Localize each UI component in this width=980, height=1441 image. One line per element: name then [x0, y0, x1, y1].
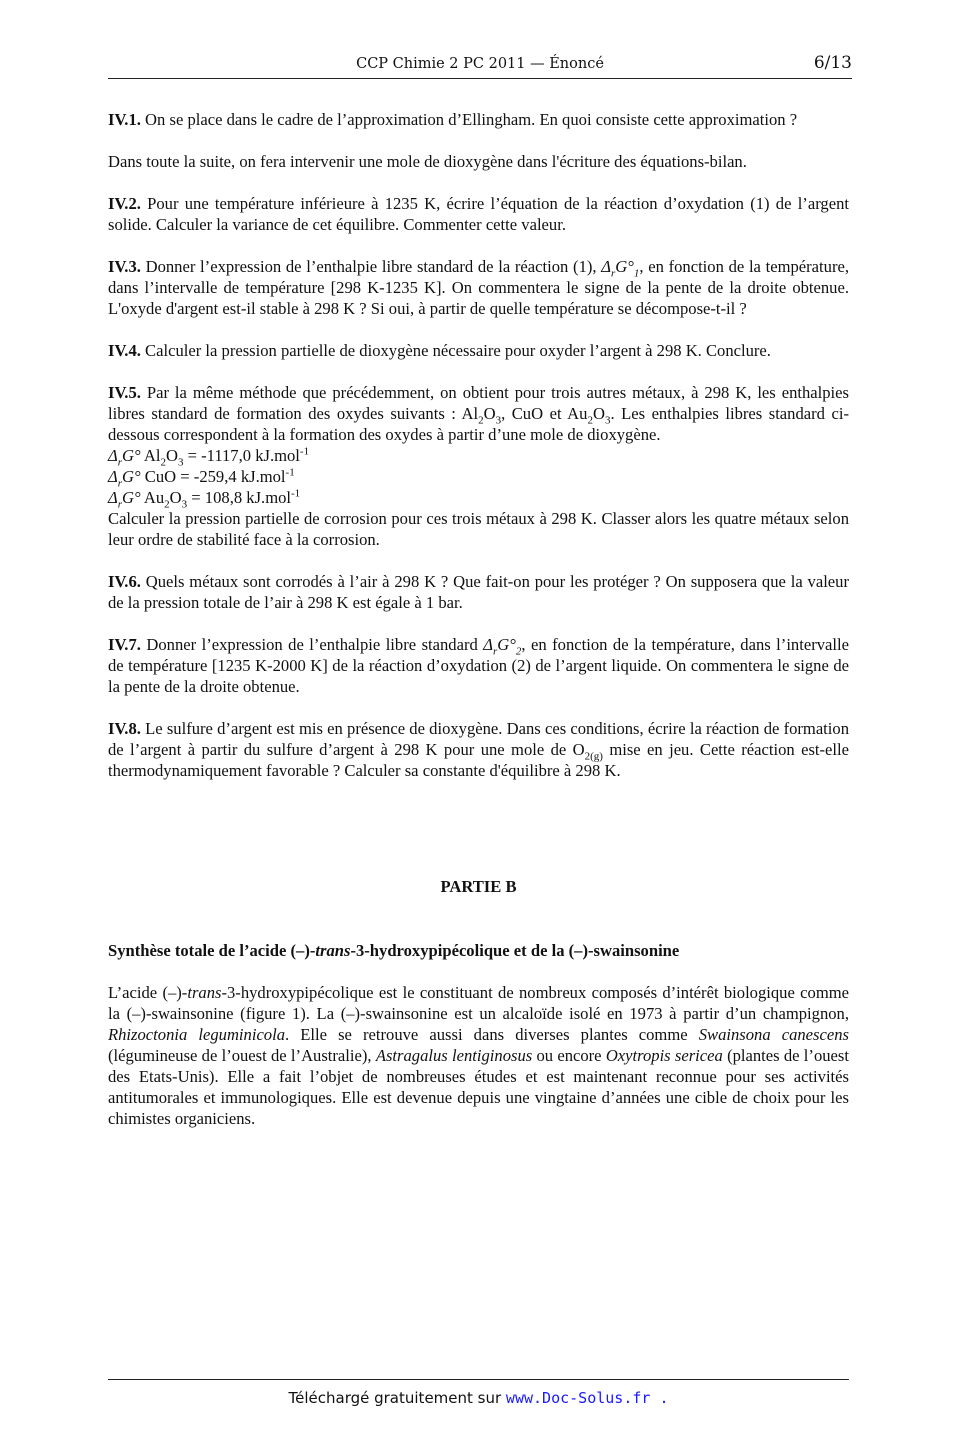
- reaction-index: 1: [633, 267, 640, 280]
- paragraph-text: (légumineuse de l’ouest de l’Australie),: [108, 1046, 376, 1065]
- page-content: [108, 109, 849, 1150]
- question-text: . Les enthalpies libres standard ci-dessous correspondent à la formation des oxydes à partir d’une mole de dioxygène.: [108, 404, 849, 444]
- question-text: Pour une température inférieure à 1235 K, écrire l’équation de la réaction d’oxydation (1) de l’argent solide. Calculer la variance de cet équilibre. Commenter cette valeur.: [108, 194, 849, 234]
- question-iv2: [108, 193, 849, 235]
- question-iv7: [108, 634, 849, 697]
- section-subtitle: [108, 940, 849, 961]
- intro-paragraph: [108, 982, 849, 1129]
- subscript: 3: [177, 456, 184, 469]
- g-standard-symbol: G°: [497, 635, 516, 654]
- g-standard-symbol: G°: [122, 488, 141, 507]
- subscript-r: r: [610, 267, 616, 280]
- value-line-cuo: [108, 466, 295, 490]
- g-standard-symbol: G°: [615, 257, 634, 276]
- footer-text: [108, 1389, 849, 1407]
- superscript: -1: [285, 466, 295, 479]
- subtitle-part: -3-hydroxypipécolique et de la (–)-swainsonine: [350, 941, 680, 960]
- subscript: 2(g): [584, 750, 603, 763]
- superscript: -1: [291, 487, 301, 500]
- question-text: , en fonction de la température, dans l’intervalle de température [1235 K-2000 K] de la réaction d’oxydation (2) de l’argent liquide. On commentera le signe de la pente de la droite obtenue.: [108, 635, 849, 696]
- question-iv4: [108, 340, 849, 361]
- paragraph-text: L’acide (–)-: [108, 983, 188, 1002]
- question-iv1: [108, 109, 849, 130]
- question-text: Par la même méthode que précédemment, on obtient pour trois autres métaux, à 298 K, les enthalpies libres standard de formation des oxydes suivants : Al: [108, 383, 849, 423]
- formula-part: , CuO et Au: [501, 404, 588, 423]
- question-text: Calculer la pression partielle de corrosion pour ces trois métaux à 298 K. Classer alors les quatre métaux selon leur ordre de stabilité face à la corrosion.: [108, 509, 849, 549]
- species-name: Astragalus lentiginosus: [375, 1046, 533, 1065]
- page-number: 6/13: [813, 53, 852, 73]
- question-text: Donner l’expression de l’enthalpie libre standard de la réaction (1),: [140, 257, 602, 276]
- formula-part: Al: [140, 446, 161, 465]
- question-iv6: [108, 571, 849, 613]
- question-text: , en fonction de la température, dans l’intervalle de température [298 K-1235 K]. On commentera le signe de la pente de la droite obtenue. L'oxyde d'argent est-il stable à 298 K ? Si oui, à partir de quelle température se décompose-t-il ?: [108, 257, 849, 318]
- delta-symbol: Δ: [108, 488, 118, 507]
- delta-symbol: Δ: [601, 257, 611, 276]
- value: = 108,8 kJ.mol: [187, 488, 292, 507]
- paragraph-text: ou encore: [532, 1046, 606, 1065]
- g-standard-symbol: G°: [122, 446, 141, 465]
- species-name: Oxytropis sericea: [605, 1046, 723, 1065]
- question-text: Le sulfure d’argent est mis en présence de dioxygène. Dans ces conditions, écrire la réaction de formation de l’argent à partir du sulfure d’argent à 298 K pour une mole de O: [108, 719, 849, 759]
- delta-symbol: Δ: [483, 635, 493, 654]
- subscript-r: r: [117, 456, 123, 469]
- subscript: 2: [478, 414, 484, 427]
- formula-part: O: [165, 446, 178, 465]
- question-iv3: [108, 256, 849, 319]
- question-number: IV.2.: [108, 194, 141, 213]
- species-name: Rhizoctonia leguminicola: [108, 1025, 286, 1044]
- question-number: IV.8.: [108, 719, 141, 738]
- footer-label: Téléchargé gratuitement sur: [288, 1389, 506, 1407]
- formula-part: O: [483, 404, 496, 423]
- value: CuO = -259,4 kJ.mol: [140, 467, 286, 486]
- subtitle-part: Synthèse totale de l’acide (–)-: [108, 941, 316, 960]
- subscript: 3: [495, 414, 502, 427]
- general-note: Dans toute la suite, on fera intervenir une mole de dioxygène dans l'écriture des équations-bilan.: [108, 152, 747, 171]
- species-name: Swainsona canescens: [698, 1025, 849, 1044]
- superscript: -1: [299, 445, 310, 458]
- subscript: 2: [587, 414, 593, 427]
- paragraph-italic: trans: [187, 983, 222, 1002]
- page-header: [108, 52, 852, 79]
- formula-part: O: [592, 404, 605, 423]
- question-text: mise en jeu. Cette réaction est-elle thermodynamiquement favorable ? Calculer sa constante d'équilibre à 298 K.: [108, 740, 849, 780]
- question-number: IV.5.: [108, 383, 141, 402]
- page-footer: [108, 1379, 849, 1407]
- partie-b-heading: PARTIE B: [440, 877, 517, 896]
- subscript: 2: [160, 456, 166, 469]
- header-title: CCP Chimie 2 PC 2011 — Énoncé: [356, 56, 604, 72]
- question-text: Donner l’expression de l’enthalpie libre standard: [140, 635, 484, 654]
- subscript: 2: [164, 498, 170, 511]
- paragraph-text: . Elle se retrouve aussi dans diverses plantes comme: [285, 1025, 699, 1044]
- formula-part: O: [169, 488, 182, 507]
- paragraph-text: (plantes de l’ouest des Etats-Unis). Elle a fait l’objet de nombreuses études et est maintenant reconnue pour ses activités antitumorales et immunologiques. Elle est devenue depuis une vingtaine d’années une cible de choix pour les chimistes organiciens.: [108, 1046, 849, 1128]
- question-number: IV.1.: [108, 110, 141, 129]
- value-line-al2o3: [108, 445, 310, 469]
- value-line-au2o3: [108, 487, 301, 511]
- subscript: 3: [181, 498, 188, 511]
- reaction-index: 2: [515, 645, 522, 658]
- footer-punctuation: .: [650, 1389, 669, 1407]
- question-iv5: [108, 382, 849, 550]
- delta-symbol: Δ: [108, 467, 118, 486]
- paragraph-text: -3-hydroxypipécolique est le constituant de nombreux composés d’intérêt biologique comme la (–)-swainsonine (figure 1). La (–)-swainsonine est un alcaloïde isolé en 1973 à partir d’un champignon,: [108, 983, 849, 1023]
- formula-part: Au: [140, 488, 165, 507]
- question-number: IV.6.: [108, 572, 141, 591]
- question-text: On se place dans le cadre de l’approximation d’Ellingham. En quoi consiste cette approximation ?: [140, 110, 798, 129]
- delta-symbol: Δ: [108, 446, 118, 465]
- subscript-r: r: [117, 477, 123, 490]
- question-text: Calculer la pression partielle de dioxygène nécessaire pour oxyder l’argent à 298 K. Conclure.: [140, 341, 771, 360]
- question-number: IV.7.: [108, 635, 141, 654]
- value: = -1117,0 kJ.mol: [183, 446, 300, 465]
- question-number: IV.4.: [108, 341, 141, 360]
- subscript-r: r: [117, 498, 123, 511]
- question-iv8: [108, 718, 849, 781]
- footer-link[interactable]: www.Doc-Solus.fr: [505, 1389, 651, 1407]
- subscript: 3: [604, 414, 611, 427]
- subscript-r: r: [493, 645, 498, 658]
- question-number: IV.3.: [108, 257, 141, 276]
- question-text: Quels métaux sont corrodés à l’air à 298 K ? Que fait-on pour les protéger ? On supposera que la valeur de la pression totale de l’air à 298 K est égale à 1 bar.: [108, 572, 849, 612]
- g-standard-symbol: G°: [122, 467, 141, 486]
- subtitle-italic: trans: [315, 941, 351, 960]
